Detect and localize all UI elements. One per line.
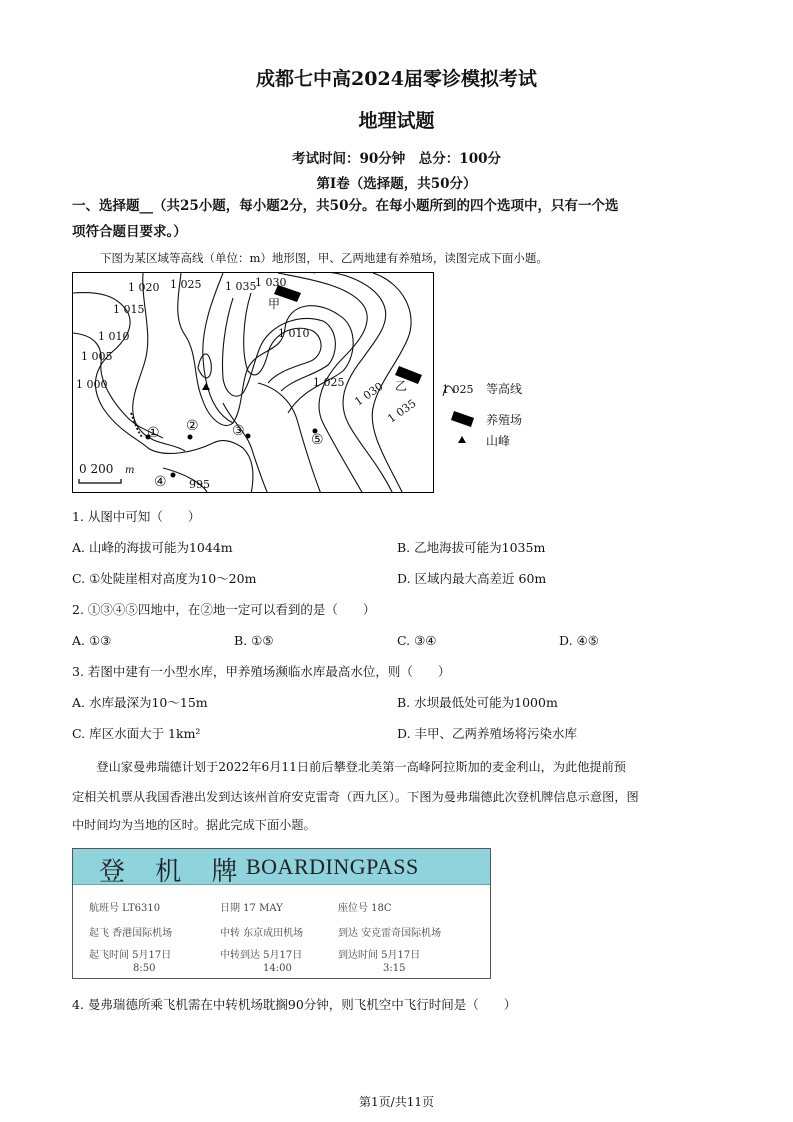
contour-label: 1 030 (255, 276, 287, 289)
point-3-label: ③ (232, 423, 245, 439)
contour-line (203, 273, 353, 423)
peak-icon (202, 383, 210, 390)
seat-number: 座位号 18C (338, 903, 392, 914)
contour-label: 1 015 (113, 303, 145, 316)
legend-contour-label: 等高线 (486, 382, 523, 396)
contour-label: 1 030 (352, 379, 386, 409)
contour-label: 1 025 (313, 376, 345, 389)
departure-time: 8:50 (133, 963, 156, 974)
question-2-stem: 2. ①③④⑤四地中，在②地一定可以看到的是（ ） (72, 602, 376, 617)
contour-line (178, 273, 233, 425)
transfer-arrival-time: 14:00 (263, 963, 292, 974)
contour-label: 1 005 (81, 350, 113, 363)
scale-bar (79, 479, 121, 483)
arrival-time-label: 到达时间 5月17日 (338, 950, 421, 961)
point-4-dot (171, 473, 176, 478)
boarding-pass-title-cn: 登 机 牌 (99, 857, 249, 887)
question-1-option-b[interactable]: B. 乙地海拔可能为1035m (397, 540, 546, 555)
arrival-airport: 到达 安克雷奇国际机场 (338, 928, 442, 939)
question-2-option-b[interactable]: B. ①⑤ (234, 633, 274, 648)
section-heading-line1: 一、选择题__（共25小题，每小题2分，共50分。在每小题所到的四个选项中，只有一个选 (72, 198, 619, 214)
scale-unit: m (125, 465, 135, 476)
transfer-airport: 中转 东京成田机场 (220, 928, 304, 939)
departure-time-label: 起飞时间 5月17日 (89, 950, 172, 961)
scale-label: 0 200 (79, 462, 114, 476)
intro-text-1: 下图为某区域等高线（单位：m）地形图，甲、乙两地建有养殖场，读图完成下面小题。 (100, 251, 548, 265)
question-3-option-b[interactable]: B. 水坝最低处可能为1000m (397, 695, 558, 710)
point-5-label: ⑤ (311, 432, 324, 448)
departure-airport: 起飞 香港国际机场 (89, 928, 173, 939)
contour-label: 1 010 (278, 327, 310, 340)
question-2-option-d[interactable]: D. ④⑤ (559, 633, 599, 648)
legend-peak-icon (458, 436, 466, 443)
label-yi: 乙 (395, 379, 408, 393)
boarding-pass-header (73, 849, 490, 885)
contour-label: 1 020 (128, 281, 160, 294)
question-1-option-d[interactable]: D. 区域内最大高差近 60m (397, 571, 547, 586)
legend-contour-value: 1 025 (442, 383, 474, 396)
legend-farm-label: 养殖场 (486, 413, 523, 427)
question-1-option-c[interactable]: C. ①处陡崖相对高度为10～20m (72, 571, 257, 586)
contour-label: 1 010 (98, 330, 130, 343)
question-2-option-c[interactable]: C. ③④ (397, 633, 437, 648)
contour-line (223, 403, 268, 493)
flight-number: 航班号 LT6310 (89, 903, 161, 914)
subject-title: 地理试题 (358, 110, 435, 132)
question-3-option-a[interactable]: A. 水库最深为10～15m (72, 695, 208, 710)
section-heading-line2: 项符合题目要求。） (72, 224, 187, 240)
point-1-label: ① (147, 425, 160, 441)
page-footer: 第1页/共11页 (359, 1095, 434, 1109)
point-3-dot (246, 434, 251, 439)
legend-peak-label: 山峰 (486, 434, 511, 448)
point-2-label: ② (186, 418, 199, 434)
map-legend (440, 378, 540, 450)
exam-info: 考试时间：90分钟 总分：100分 (292, 151, 501, 167)
legend-farm-icon (451, 411, 474, 427)
contour-label: 1 035 (385, 396, 419, 426)
boarding-pass-title-en: BOARDINGPASS (246, 854, 419, 879)
label-jia: 甲 (268, 297, 281, 311)
transfer-arrival-label: 中转到达 5月17日 (220, 950, 303, 961)
intro-text-2-line1: 登山家曼弗瑞德计划于2022年6月11日前后攀登北美第一高峰阿拉斯加的麦金利山，为此他提前预 (96, 760, 626, 774)
exam-title: 成都七中高2024届零诊模拟考试 (256, 68, 537, 90)
contour-label: 1 025 (170, 278, 202, 291)
boarding-pass (72, 848, 491, 979)
question-3-option-c[interactable]: C. 库区水面大于 1km² (72, 726, 201, 741)
question-3-stem: 3. 若图中建有一小型水库，甲养殖场濒临水库最高水位，则（ ） (72, 664, 451, 679)
point-2-dot (188, 435, 193, 440)
contour-map (72, 272, 434, 493)
question-2-option-a[interactable]: A. ①③ (72, 633, 112, 648)
flight-date: 日期 17 MAY (220, 903, 283, 914)
intro-text-2-line3: 中时间均为当地的区时。据此完成下面小题。 (72, 818, 316, 832)
volume-title: 第Ⅰ卷（选择题，共50分） (316, 176, 477, 192)
intro-text-2-line2: 定相关机票从我国香港出发到达该州首府安克雷奇（西九区）。下图为曼弗瑞德此次登机牌信息示意图，图 (72, 790, 639, 804)
contour-label: 1 000 (76, 378, 108, 391)
question-3-option-d[interactable]: D. 丰甲、乙两养殖场将污染水库 (397, 726, 578, 741)
contour-label: 1 035 (225, 280, 257, 293)
question-1-option-a[interactable]: A. 山峰的海拔可能为1044m (72, 540, 233, 555)
point-4-label: ④ (154, 474, 167, 490)
question-4-stem: 4. 曼弗瑞德所乘飞机需在中转机场耽搁90分钟，则飞机空中飞行时间是（ ） (72, 997, 517, 1012)
question-1-stem: 1. 从图中可知（ ） (72, 509, 201, 524)
contour-label: 995 (189, 478, 210, 491)
arrival-time: 3:15 (383, 963, 406, 974)
contour-map-svg (73, 273, 434, 493)
